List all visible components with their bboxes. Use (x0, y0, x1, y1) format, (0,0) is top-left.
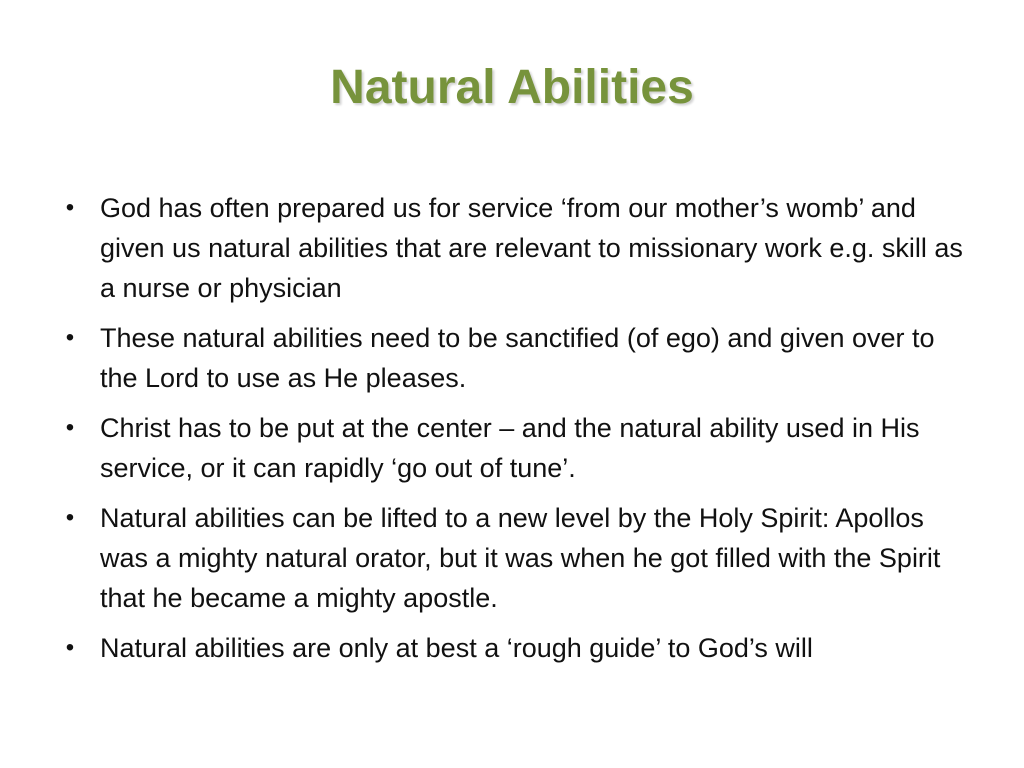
bullet-text: Natural abilities can be lifted to a new level by the Holy Spirit: Apollos was a mighty natural orator, but it was when he got filled with the Spirit that he became a mighty apostle. (100, 503, 941, 613)
bullet-text: Natural abilities are only at best a ‘rough guide’ to God’s will (100, 633, 813, 663)
bullet-icon: • (65, 634, 75, 661)
bullet-text: Christ has to be put at the center – and the natural ability used in His service, or it can rapidly ‘go out of tune’. (100, 413, 920, 483)
bullet-icon: • (65, 504, 75, 531)
bullet-list (56, 188, 976, 678)
slide-title: Natural Abilities (330, 61, 694, 114)
bullet-item (56, 318, 976, 398)
bullet-text: These natural abilities need to be sanctified (of ego) and given over to the Lord to use as He pleases. (100, 323, 935, 393)
bullet-icon: • (65, 414, 75, 441)
bullet-item (56, 408, 976, 488)
bullet-item (56, 498, 976, 618)
bullet-item (56, 628, 976, 668)
bullet-icon: • (65, 324, 75, 351)
bullet-text: God has often prepared us for service ‘from our mother’s womb’ and given us natural abilities that are relevant to missionary work e.g. skill as a nurse or physician (100, 193, 963, 303)
bullet-item (56, 188, 976, 308)
bullet-icon: • (65, 194, 75, 221)
